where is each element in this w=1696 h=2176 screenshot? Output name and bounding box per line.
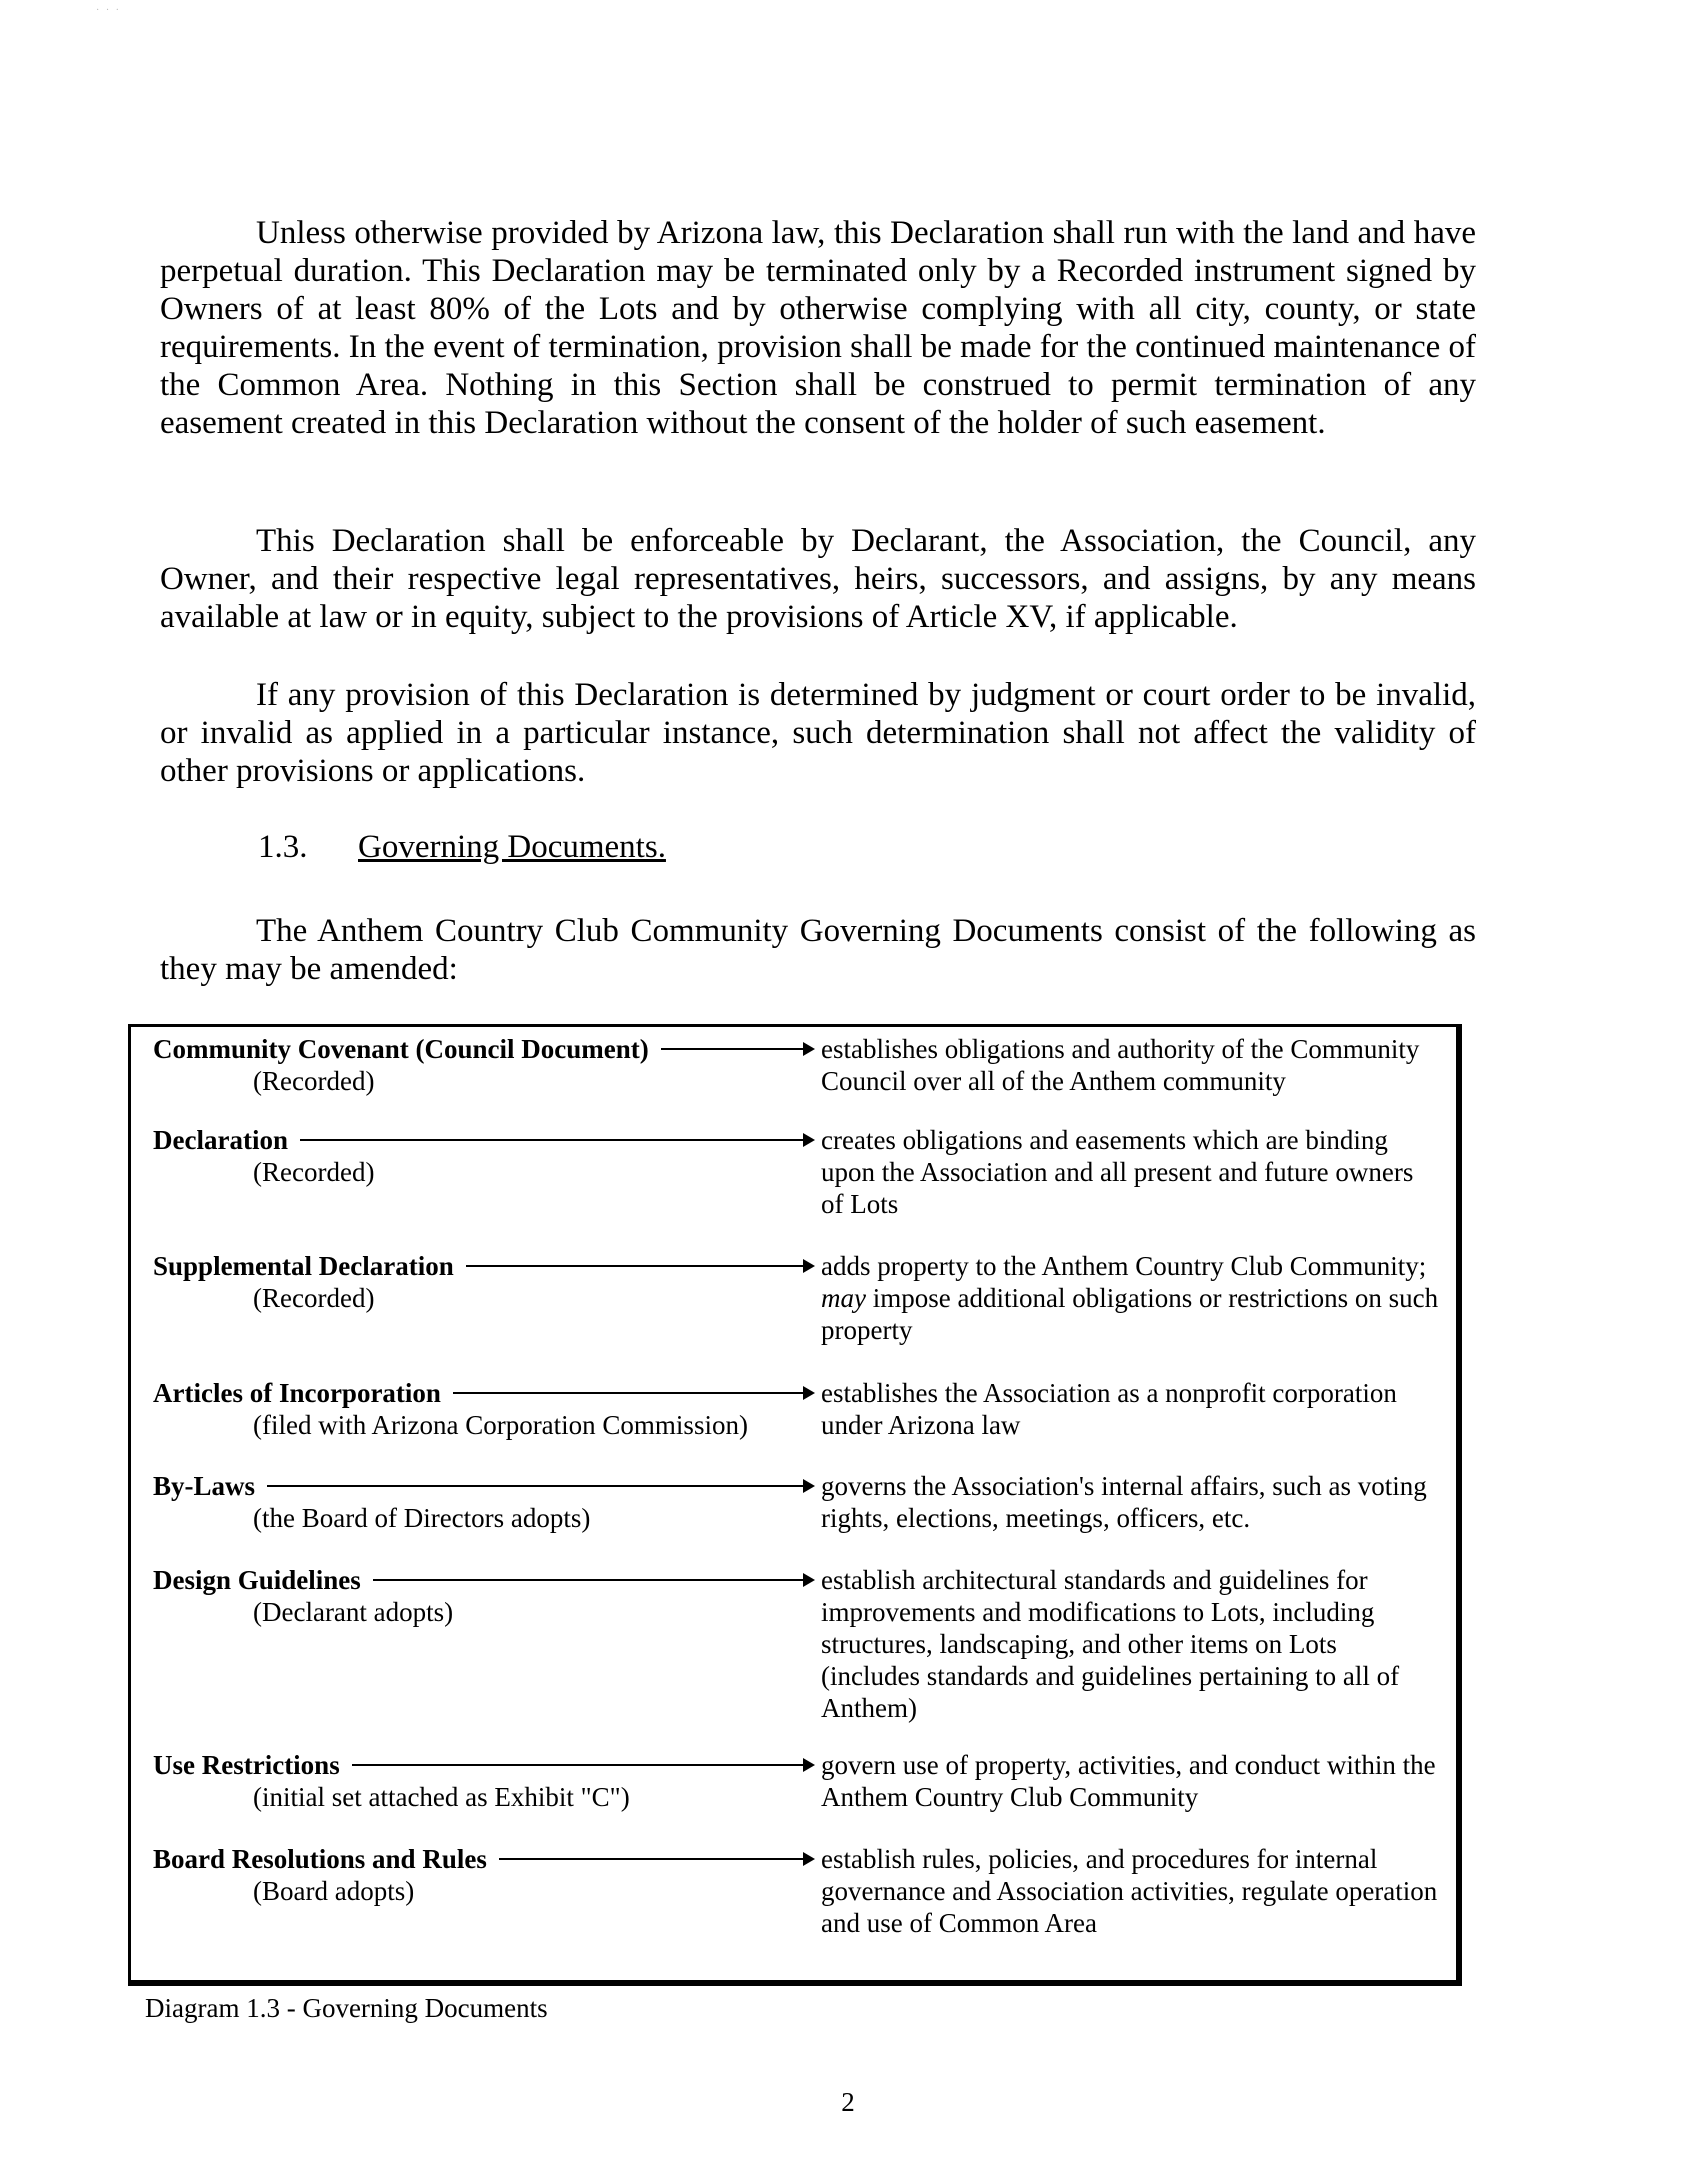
document-name: By-Laws xyxy=(153,1470,813,1502)
document-name: Declaration xyxy=(153,1124,813,1156)
paragraph-intro: The Anthem Country Club Community Governing Documents consist of the following as they may be amended: xyxy=(160,913,1476,987)
document-entry xyxy=(153,1124,813,1188)
document-source: (Board adopts) xyxy=(253,1876,415,1906)
document-source: (Recorded) xyxy=(253,1157,375,1187)
section-title: Governing Documents. xyxy=(358,829,666,865)
document-description: adds property to the Anthem Country Club Community; may impose additional obligations or restrictions on such property xyxy=(821,1251,1439,1345)
document-source: (Recorded) xyxy=(253,1283,375,1313)
document-source: (filed with Arizona Corporation Commission) xyxy=(253,1410,748,1440)
arrow-icon xyxy=(453,1392,813,1394)
page-number: 2 xyxy=(841,2087,855,2117)
document-source: (Declarant adopts) xyxy=(253,1597,454,1627)
document-source: (the Board of Directors adopts) xyxy=(253,1503,591,1533)
arrow-icon xyxy=(300,1139,813,1141)
document-source: (Recorded) xyxy=(253,1066,375,1096)
document-entry xyxy=(153,1250,813,1314)
arrow-icon xyxy=(267,1485,813,1487)
document-name: Articles of Incorporation xyxy=(153,1377,813,1409)
document-entry xyxy=(153,1033,813,1097)
arrow-icon xyxy=(499,1858,813,1860)
document-name: Board Resolutions and Rules xyxy=(153,1843,813,1875)
document-entry xyxy=(153,1843,813,1907)
diagram-caption: Diagram 1.3 - Governing Documents xyxy=(145,1993,548,2023)
document-description: creates obligations and easements which are binding upon the Association and all present and future owners of Lots xyxy=(821,1125,1414,1219)
document-description: establish rules, policies, and procedures for internal governance and Association activities, regulate operation and use of Common Area xyxy=(821,1844,1438,1938)
document-description: govern use of property, activities, and conduct within the Anthem Country Club Community xyxy=(821,1750,1436,1812)
document-name: Supplemental Declaration xyxy=(153,1250,813,1282)
paragraph-enforcement: This Declaration shall be enforceable by Declarant, the Association, the Council, any Owner, and their respective legal representatives, heirs, successors, and assigns, by any means available at law or in equity, subject to the provisions of Article XV, if applicable. xyxy=(160,523,1476,635)
document-name: Design Guidelines xyxy=(153,1564,813,1596)
governing-documents-diagram xyxy=(128,1024,1462,1986)
arrow-icon xyxy=(661,1048,813,1050)
document-description: establish architectural standards and guidelines for improvements and modifications to Lots, including structures, landscaping, and other items on Lots (includes standards and guidelines pertaining to all of Anthem) xyxy=(821,1565,1400,1723)
arrow-icon xyxy=(466,1265,813,1267)
document-description: establishes obligations and authority of the Community Council over all of the Anthem community xyxy=(821,1034,1420,1096)
section-number: 1.3. xyxy=(258,829,308,865)
document-entry xyxy=(153,1470,813,1534)
document-description: establishes the Association as a nonprofit corporation under Arizona law xyxy=(821,1378,1397,1440)
document-name: Community Covenant (Council Document) xyxy=(153,1033,813,1065)
document-description: governs the Association's internal affairs, such as voting rights, elections, meetings, officers, etc. xyxy=(821,1471,1427,1533)
arrow-icon xyxy=(352,1764,813,1766)
document-entry xyxy=(153,1564,813,1628)
paragraph-duration: Unless otherwise provided by Arizona law, this Declaration shall run with the land and have perpetual duration. This Declaration may be terminated only by a Recorded instrument signed by Owners of at least 80% of the Lots and by otherwise complying with all city, county, or state requirements. In the event of termination, provision shall be made for the continued maintenance of the Common Area. Nothing in this Section shall be construed to permit termination of any easement created in this Declaration without the consent of the holder of such easement. xyxy=(160,215,1476,441)
document-name: Use Restrictions xyxy=(153,1749,813,1781)
paragraph-severability: If any provision of this Declaration is determined by judgment or court order to be invalid, or invalid as applied in a particular instance, such determination shall not affect the validity of other provisions or applications. xyxy=(160,677,1476,789)
document-entry xyxy=(153,1377,813,1441)
document-source: (initial set attached as Exhibit "C") xyxy=(253,1782,630,1812)
document-entry xyxy=(153,1749,813,1813)
section-heading xyxy=(258,828,666,866)
scan-corner-marks: · · · xyxy=(96,5,121,16)
arrow-icon xyxy=(373,1579,813,1581)
